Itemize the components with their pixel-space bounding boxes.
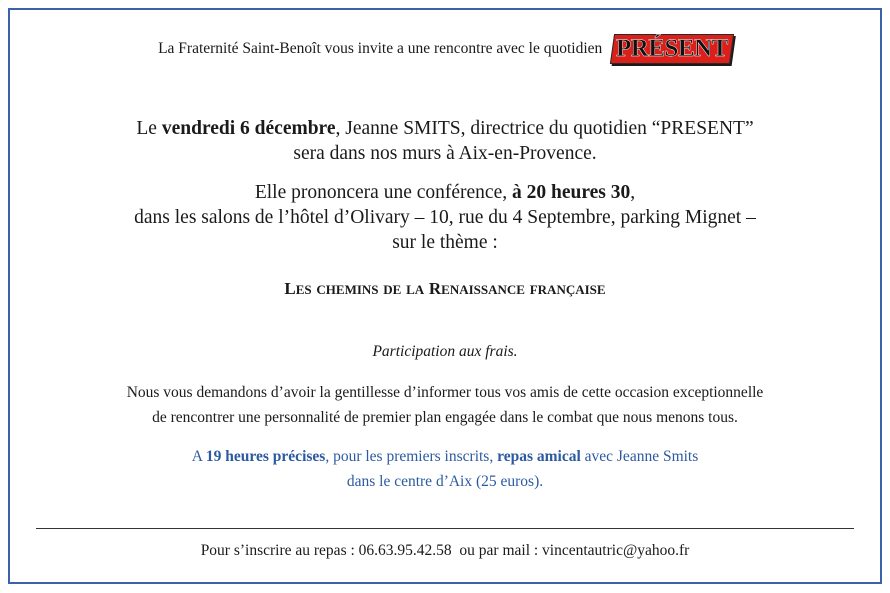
request-paragraph <box>0 380 890 430</box>
meal-text: avec Jeanne Smits <box>580 448 699 465</box>
meal-time: 19 heures précises <box>205 448 326 465</box>
meal-text: A <box>191 448 206 465</box>
meal-info <box>0 444 890 494</box>
announcement-block <box>0 116 890 166</box>
announcement-text: Le <box>136 118 162 139</box>
meal-label: repas amical <box>497 448 581 465</box>
conference-line-1 <box>0 180 890 205</box>
theme-text: enaissance française <box>441 278 606 299</box>
header-intro: La Fraternité Saint-Benoît vous invite a une rencontre avec le quotidien <box>158 40 603 57</box>
participation-note: Participation aux frais. <box>372 343 518 360</box>
conference-text: , <box>630 182 636 203</box>
request-line-1: Nous vous demandons d’avoir la gentillesse d’informer tous vos amis de cette occasion exceptionnelle <box>126 384 764 401</box>
registration-footer: Pour s’inscrire au repas : 06.63.95.42.58 ou par mail : vincentautric@yahoo.fr <box>200 542 690 559</box>
theme-text: es chemins de la <box>295 278 429 299</box>
header <box>0 34 890 64</box>
conference-time: à 20 heures 30 <box>512 182 631 203</box>
present-logo <box>610 34 734 64</box>
request-line-2: de rencontrer une personnalité de premier plan engagée dans le combat que nous menons tous. <box>152 409 738 426</box>
present-logo-text: PRÉSENT <box>616 35 728 62</box>
theme-initial: L <box>284 279 296 298</box>
announcement-line-2: sera dans nos murs à Aix-en-Provence. <box>293 143 597 164</box>
conference-theme <box>0 278 890 300</box>
footer-divider <box>36 528 854 529</box>
conference-line-3: sur le thème : <box>392 232 498 253</box>
conference-line-2: dans les salons de l’hôtel d’Olivary – 10, rue du 4 Septembre, parking Mignet – <box>134 207 756 228</box>
theme-initial: R <box>428 279 442 298</box>
conference-block <box>0 180 890 255</box>
announcement-text: , Jeanne SMITS, directrice du quotidien “PRESENT” <box>335 118 754 139</box>
meal-text: , pour les premiers inscrits, <box>325 448 498 465</box>
meal-line-1 <box>0 444 890 469</box>
announcement-line-1 <box>0 116 890 141</box>
event-date: vendredi 6 décembre <box>161 118 336 139</box>
conference-text: Elle prononcera une conférence, <box>254 182 512 203</box>
meal-line-2: dans le centre d’Aix (25 euros). <box>346 473 544 490</box>
